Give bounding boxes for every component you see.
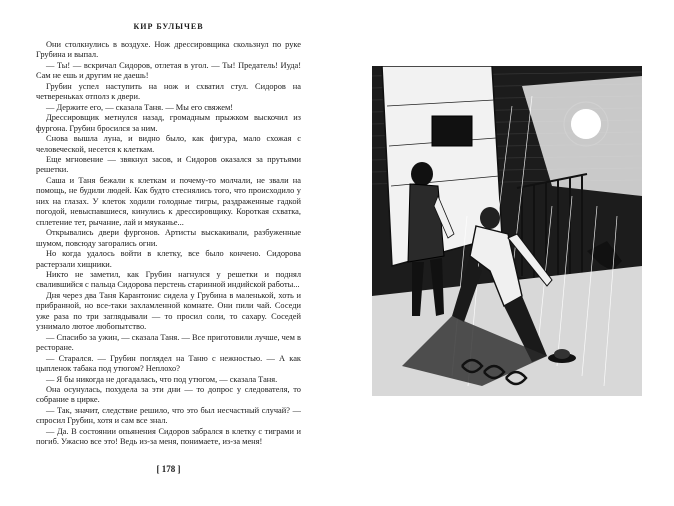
paragraph: — Да. В состоянии опьянения Сидоров забрался в клетку с тиграми и погиб. Ужасно все это! Ведь из-за меня, понимаете, из-за меня!	[36, 426, 301, 447]
paragraph: Снова вышла луна, и видно было, как фигура, мало схожая с человеческой, несется к клеткам.	[36, 134, 301, 154]
paragraph: Но когда удалось войти в клетку, все было кончено. Сидорова растерзали хищники.	[36, 249, 301, 269]
paragraph: Дня через два Таня Карантонис сидела у Грубина в маленькой, хоть и прибранной, но все-таки захламленной комнате. Они пили чай. Соседи уже раза по три заглядывали — то просил соли, то сахару. Соседей узнимало лютое любопытство.	[36, 290, 301, 332]
paragraph: Еще мгновение — звякнул засов, и Сидоров оказался за прутьями решетки.	[36, 154, 301, 175]
paragraph: Никто не заметил, как Грубин нагнулся у решетки и поднял свалившийся с пальца Сидорова перстень старинной индийской работы...	[36, 269, 301, 290]
paragraph: — Спасибо за ужин, — сказала Таня. — Все приготовили лучше, чем в ресторане.	[36, 332, 301, 353]
page-number: [ 178 ]	[156, 464, 181, 474]
paragraph: — Так, значит, следствие решило, что это был несчастный случай? — спросил Грубин, хотя и сам все знал.	[36, 405, 301, 426]
paragraph: Дрессировщик метнулся назад, громадным прыжком выскочил из фургона. Грубин бросился за ним.	[36, 113, 301, 133]
body-text	[36, 40, 301, 455]
running-head: КИР БУЛЫЧЕВ	[133, 22, 204, 31]
paragraph: — Ты! — вскричал Сидоров, отлетая в угол. — Ты! Предатель! Иуда! Сам не ешь и другим не даешь!	[36, 60, 301, 81]
paragraph: — Я бы никогда не догадалась, что под утюгом, — сказала Таня.	[46, 374, 278, 384]
paragraph: Они столкнулись в воздухе. Нож дрессировщика скользнул по руке Грубина и выпал.	[36, 40, 301, 60]
paragraph: Открывались двери фургонов. Артисты выскакивали, разбуженные шумом, повсюду загорались огни.	[36, 228, 301, 248]
paragraph: — Держите его, — сказала Таня. — Мы его свяжем!	[46, 102, 234, 112]
paragraph: — Старался. — Грубин поглядел на Таню с нежностью. — А как цыпленок табака под утюгом? Неплохо?	[36, 353, 301, 374]
caravan-window	[432, 116, 472, 146]
paragraph: Грубин успел наступить на нож и схватил стул. Сидоров на четвереньках отполз к двери.	[36, 81, 301, 102]
paragraph: Саша и Таня бежали к клеткам и почему-то молчали, не звали на помощь, не будили людей. Как будто стеснялись того, что происходило у них на глазах. У клеток ходили голодные тигры, раздраженные гадкой погодой, невыспавшиеся, кинулись к дрессировщику. Короткая схватка, сплетение тет, рычание, лай и мяуканье...	[36, 175, 301, 227]
paragraph: Она осунулась, похудела за эти дни — то допрос у следователя, то собрание в цирке.	[36, 384, 301, 405]
ink-illustration	[372, 66, 642, 396]
